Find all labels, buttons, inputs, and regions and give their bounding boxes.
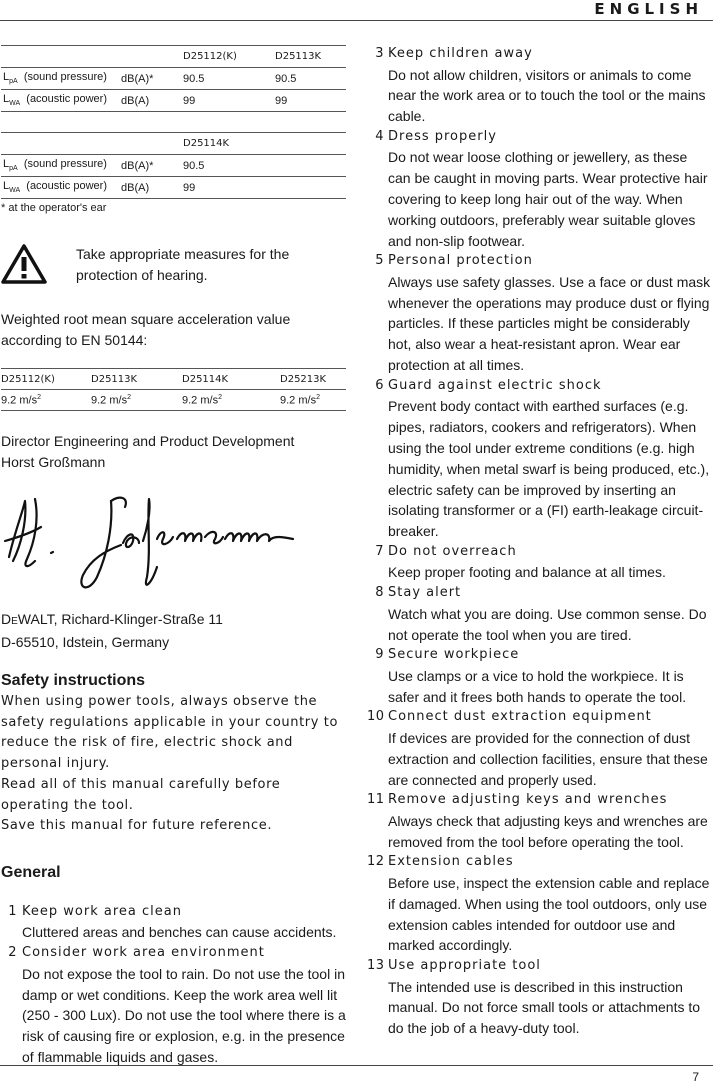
accel-intro: Weighted root mean square acceleration value according to EN 50144: — [1, 311, 291, 348]
left-column — [1, 45, 346, 1068]
list-item — [367, 956, 712, 1039]
item-body: Watch what you are doing. Use common sense. Do not operate the tool when you are tired. — [388, 605, 707, 643]
list-item — [367, 583, 712, 645]
item-title: Dress properly — [388, 128, 497, 144]
item-body: Do not wear loose clothing or jewellery, as these can be caught in moving parts. Wear protective hair covering to keep long hair out of the way. When working outdoors, preferably wear suitable gloves and non-slip footwear. — [388, 149, 708, 249]
item-number: 7 — [375, 543, 384, 559]
director-title: Director Engineering and Product Development — [1, 433, 295, 449]
page-number: 7 — [692, 1070, 699, 1084]
item-title: Stay alert — [388, 585, 462, 601]
item-title: Secure workpiece — [388, 647, 520, 663]
noise-subscript: WA — [9, 100, 21, 108]
noise-unit: dB(A) — [121, 94, 150, 107]
accel-sup: 2 — [37, 393, 41, 401]
list-item — [367, 790, 712, 852]
top-rule — [0, 20, 713, 21]
item-number: 9 — [375, 647, 384, 663]
table-row — [1, 90, 346, 112]
footnote: * at the operator's ear — [1, 202, 107, 214]
noise-value: 90.5 — [275, 72, 297, 85]
list-item — [367, 127, 712, 251]
item-number: 4 — [375, 128, 384, 144]
item-title: Use appropriate tool — [388, 958, 541, 974]
company-line — [1, 609, 346, 632]
item-body: Cluttered areas and benches can cause accidents. — [22, 924, 337, 941]
accel-sup: 2 — [218, 393, 222, 401]
table-row — [1, 155, 346, 177]
accel-value: 9.2 m/s — [182, 394, 219, 407]
general-heading: General — [1, 863, 61, 881]
accel-header: D25213K — [280, 369, 346, 390]
noise-desc: (acoustic power) — [26, 180, 107, 193]
noise-symbol: L — [3, 71, 10, 84]
list-item — [367, 376, 712, 542]
noise-unit: dB(A)* — [121, 72, 154, 85]
list-item — [367, 707, 712, 790]
noise-unit: dB(A) — [121, 181, 150, 194]
item-body: Before use, inspect the extension cable and replace if damaged. When using the tool outdoors, only use extension cables intended for outdoor use and marked accordingly. — [388, 874, 710, 954]
item-body: Do not expose the tool to rain. Do not use the tool in damp or wet conditions. Keep the work area well lit (250 - 300 Lux). Do not use the tool where there is a risk of causing fire or explosion, e.g. in the presence of flammable liquids and gases. — [22, 965, 346, 1065]
item-number: 2 — [8, 945, 17, 961]
list-item — [367, 542, 712, 583]
director-block — [1, 431, 346, 473]
item-body: The intended use is described in this instruction manual. Do not force small tools or attachments to do the job of a heavy-duty tool. — [388, 978, 701, 1037]
language-header: ENGLISH — [594, 0, 703, 18]
address-block — [1, 609, 346, 653]
list-item — [367, 645, 712, 707]
item-body: Do not allow children, visitors or animals to come near the work area or to touch the tool or the mains cable. — [388, 66, 706, 125]
signature — [1, 481, 346, 601]
general-list-right — [367, 44, 712, 1039]
list-item — [367, 44, 712, 127]
list-item — [367, 852, 712, 956]
item-title: Personal protection — [388, 253, 533, 269]
noise-value: 99 — [275, 94, 288, 107]
noise-value: 90.5 — [183, 159, 205, 172]
item-title: Guard against electric shock — [388, 377, 602, 393]
noise-symbol: L — [3, 158, 10, 171]
item-title: Do not overreach — [388, 543, 517, 559]
accel-table — [1, 368, 346, 411]
director-name: Horst Großmann — [1, 454, 106, 470]
item-title: Extension cables — [388, 854, 514, 870]
warning-triangle-icon — [1, 244, 47, 284]
noise-table-2-col-1: D25114K — [181, 133, 346, 155]
noise-table-2 — [1, 132, 346, 199]
item-body: Always use safety glasses. Use a face or dust mask whenever the operations may produce dust or flying particles. If these particles might be considerably hot, also wear a heat-resistant apron. Wear ear protection at all times. — [388, 273, 711, 374]
noise-table-1-col-1: D25112(K) — [181, 46, 273, 68]
noise-desc: (acoustic power) — [26, 93, 107, 106]
noise-symbol: L — [3, 93, 10, 106]
noise-value: 90.5 — [183, 72, 205, 85]
safety-paragraph: Save this manual for future reference. — [1, 818, 273, 834]
noise-symbol: L — [3, 180, 10, 193]
item-body: If devices are provided for the connection of dust extraction and collection facilities, ensure that these are connected and properly used. — [388, 729, 708, 788]
safety-text — [1, 692, 346, 837]
noise-unit: dB(A)* — [121, 159, 154, 172]
item-body: Prevent body contact with earthed surfaces (e.g. pipes, radiators, cookers and refrigerators). When using the tool under extreme conditions (e.g. high humidity, when metal swarf is being produced, etc.), electric safety can be improved by inserting an isolating transformer or a (FI) earth-leakage circuit-breaker. — [388, 398, 710, 540]
item-body: Always check that adjusting keys and wrenches are removed from the tool before operating the tool. — [388, 812, 708, 850]
item-number: 5 — [375, 253, 384, 269]
signature-image — [1, 481, 301, 599]
noise-table-1 — [1, 45, 346, 112]
right-column — [367, 44, 712, 1039]
accel-value: 9.2 m/s — [280, 394, 317, 407]
safety-heading: Safety instructions — [1, 672, 146, 689]
item-number: 13 — [367, 958, 385, 974]
table-row — [1, 177, 346, 199]
noise-table-1-col-2: D25113K — [273, 46, 346, 68]
company-rest: WALT, Richard-Klinger-Straße 11 — [17, 611, 223, 627]
noise-subscript: pA — [9, 78, 18, 86]
noise-subscript: pA — [9, 165, 18, 173]
item-body: Keep proper footing and balance at all times. — [388, 564, 666, 581]
item-number: 3 — [375, 46, 384, 61]
company-prefix: D — [1, 611, 12, 627]
accel-sup: 2 — [316, 393, 320, 401]
table-row — [1, 68, 346, 90]
safety-paragraph: Read all of this manual carefully before operating the tool. — [1, 776, 281, 813]
safety-paragraph: When using power tools, always observe the safety regulations applicable in your country to reduce the risk of fire, electric shock and personal injury. — [1, 694, 339, 772]
item-title: Connect dust extraction equipment — [388, 709, 652, 725]
item-title: Keep work area clean — [22, 903, 182, 919]
hearing-warning — [1, 244, 346, 289]
noise-subscript: WA — [9, 187, 21, 195]
accel-value: 9.2 m/s — [91, 394, 128, 407]
item-number: 11 — [367, 792, 385, 808]
noise-desc: (sound pressure) — [23, 158, 107, 171]
accel-header: D25114K — [182, 369, 280, 390]
noise-value: 99 — [183, 181, 196, 194]
noise-desc: (sound pressure) — [23, 71, 107, 84]
item-body: Use clamps or a vice to hold the workpiece. It is safer and it frees both hands to operate the tool. — [388, 667, 687, 705]
list-item — [1, 902, 346, 943]
list-item — [1, 943, 346, 1067]
accel-header: D25112(K) — [1, 369, 91, 390]
item-number: 6 — [375, 377, 384, 393]
accel-sup: 2 — [127, 393, 131, 401]
item-title: Consider work area environment — [22, 945, 265, 961]
item-number: 8 — [375, 585, 384, 601]
item-title: Keep children away — [388, 46, 533, 61]
item-number: 10 — [367, 709, 385, 725]
item-number: 1 — [8, 903, 17, 919]
item-number: 12 — [367, 854, 385, 870]
list-item — [367, 251, 712, 375]
accel-value: 9.2 m/s — [1, 394, 38, 407]
noise-value: 99 — [183, 94, 196, 107]
bottom-rule — [0, 1065, 713, 1066]
company-smallcaps: E — [11, 616, 18, 627]
warning-text: Take appropriate measures for the protection of hearing. — [76, 246, 290, 283]
item-title: Remove adjusting keys and wrenches — [388, 792, 668, 808]
accel-header: D25113K — [91, 369, 182, 390]
city-line: D-65510, Idstein, Germany — [1, 634, 170, 650]
general-list-left — [1, 902, 346, 1068]
